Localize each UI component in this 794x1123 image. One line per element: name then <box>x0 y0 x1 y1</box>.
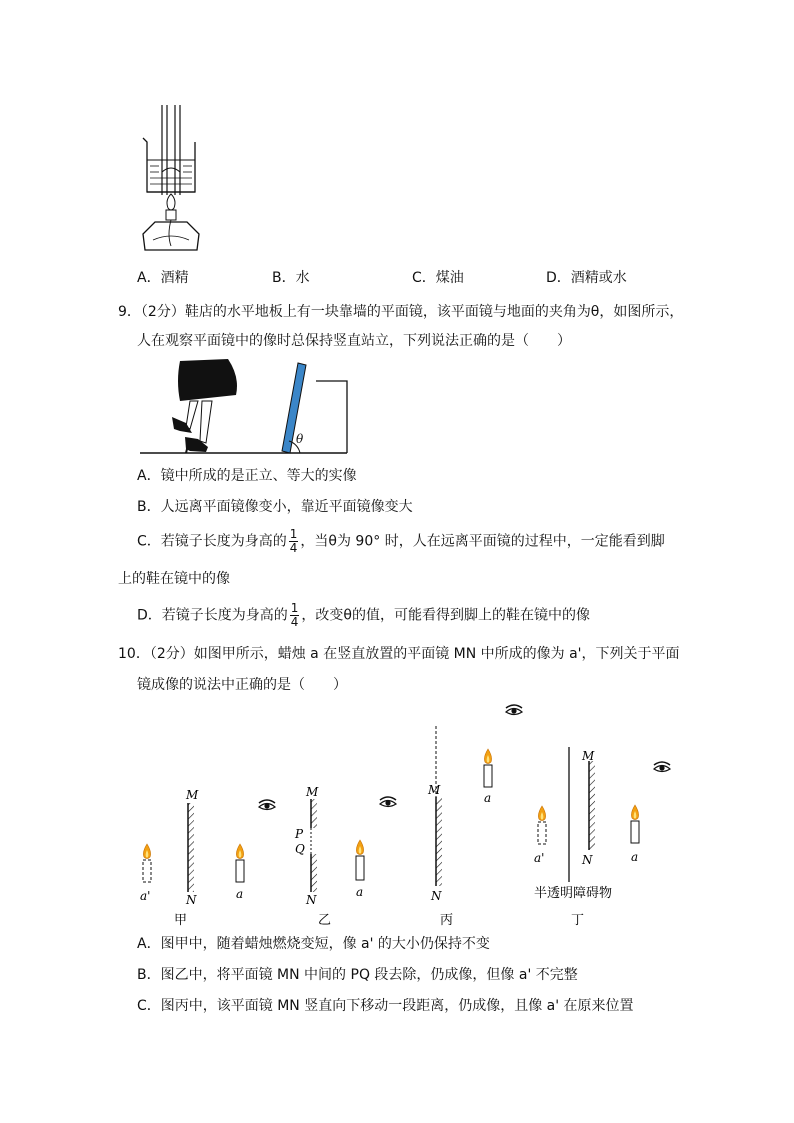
q9-option-d-fraction <box>290 602 300 629</box>
q9-theta-label: θ <box>296 432 304 446</box>
q9-option-d-post: ，改变θ的值，可能看得到脚上的鞋在镜中的像 <box>301 607 590 624</box>
q9-stem-line1: 9．（2分）鞋店的水平地板上有一块靠墙的平面镜，该平面镜与地面的夹角为θ，如图所示， <box>118 304 684 320</box>
q9-option-c-post: ，当θ为 90° 时，人在远离平面镜的过程中，一定能看到脚 <box>300 533 665 550</box>
label-a: a <box>236 887 244 901</box>
label-M: M <box>306 785 319 799</box>
label-N: N <box>306 893 317 907</box>
q10-stem-line1: 10．（2分）如图甲所示，蜡烛 a 在竖直放置的平面镜 MN 中所成的像为 a'，下列关于平面 <box>118 646 680 662</box>
q9-option-c-fraction <box>289 528 299 555</box>
fraction-denominator: 4 <box>290 615 299 629</box>
q8-option-b: B．水 <box>272 270 310 286</box>
q9-stem-line2: 人在观察平面镜中的像时总保持竖直站立，下列说法正确的是（ ） <box>137 333 571 349</box>
eye-icon <box>380 797 396 807</box>
q9-option-d <box>137 602 590 629</box>
figure-yi <box>294 785 396 928</box>
fraction-denominator: 4 <box>289 541 298 555</box>
label-a-prime: a' <box>534 851 545 865</box>
q10-option-b: B．图乙中，将平面镜 MN 中间的 PQ 段去除，仍成像，但像 a' 不完整 <box>137 967 578 983</box>
figure-ding <box>534 747 670 928</box>
label-jia: 甲 <box>174 913 188 928</box>
label-a: a <box>356 885 364 899</box>
q8-option-a: A．酒精 <box>137 270 189 286</box>
q9-option-a: A．镜中所成的是正立、等大的实像 <box>137 468 357 484</box>
label-Q: Q <box>295 842 305 856</box>
label-N: N <box>582 853 593 867</box>
q9-option-c-pre: C．若镜子长度为身高的 <box>137 533 287 550</box>
q9-option-c <box>137 528 665 555</box>
label-a: a <box>484 791 492 805</box>
figure-jia <box>140 788 275 928</box>
fraction-numerator: 1 <box>289 527 298 541</box>
eye-icon <box>654 762 670 772</box>
label-N: N <box>186 893 197 907</box>
q8-option-d: D．酒精或水 <box>546 270 627 286</box>
eye-icon <box>506 705 522 715</box>
q9-option-d-pre: D．若镜子长度为身高的 <box>137 607 288 624</box>
fraction-numerator: 1 <box>290 601 299 615</box>
label-a: a <box>631 850 639 864</box>
label-N: N <box>431 889 442 903</box>
q10-option-c: C．图丙中，该平面镜 MN 竖直向下移动一段距离，仍成像，且像 a' 在原来位置 <box>137 998 634 1014</box>
q10-mirror-figures <box>130 700 680 932</box>
label-M: M <box>582 749 595 763</box>
label-ding: 丁 <box>571 913 585 928</box>
label-bing: 丙 <box>440 913 454 928</box>
label-yi: 乙 <box>318 913 332 928</box>
eye-icon <box>259 800 275 810</box>
label-barrier: 半透明障碍物 <box>534 886 613 901</box>
q8-option-c: C．煤油 <box>412 270 464 286</box>
label-M: M <box>186 788 199 802</box>
figure-bing <box>427 705 522 928</box>
q9-option-c-line2: 上的鞋在镜中的像 <box>118 571 230 587</box>
label-a-prime: a' <box>140 889 151 903</box>
q10-option-a: A．图甲中，随着蜡烛燃烧变短，像 a' 的大小仍保持不变 <box>137 936 490 952</box>
label-P: P <box>295 827 304 841</box>
q9-shoe-mirror-figure <box>140 357 350 457</box>
label-M: M <box>428 783 441 797</box>
q10-stem-line2: 镜成像的说法中正确的是（ ） <box>137 677 347 693</box>
q8-beaker-lamp-figure <box>135 100 205 260</box>
q9-option-b: B．人远离平面镜像变小，靠近平面镜像变大 <box>137 499 413 515</box>
